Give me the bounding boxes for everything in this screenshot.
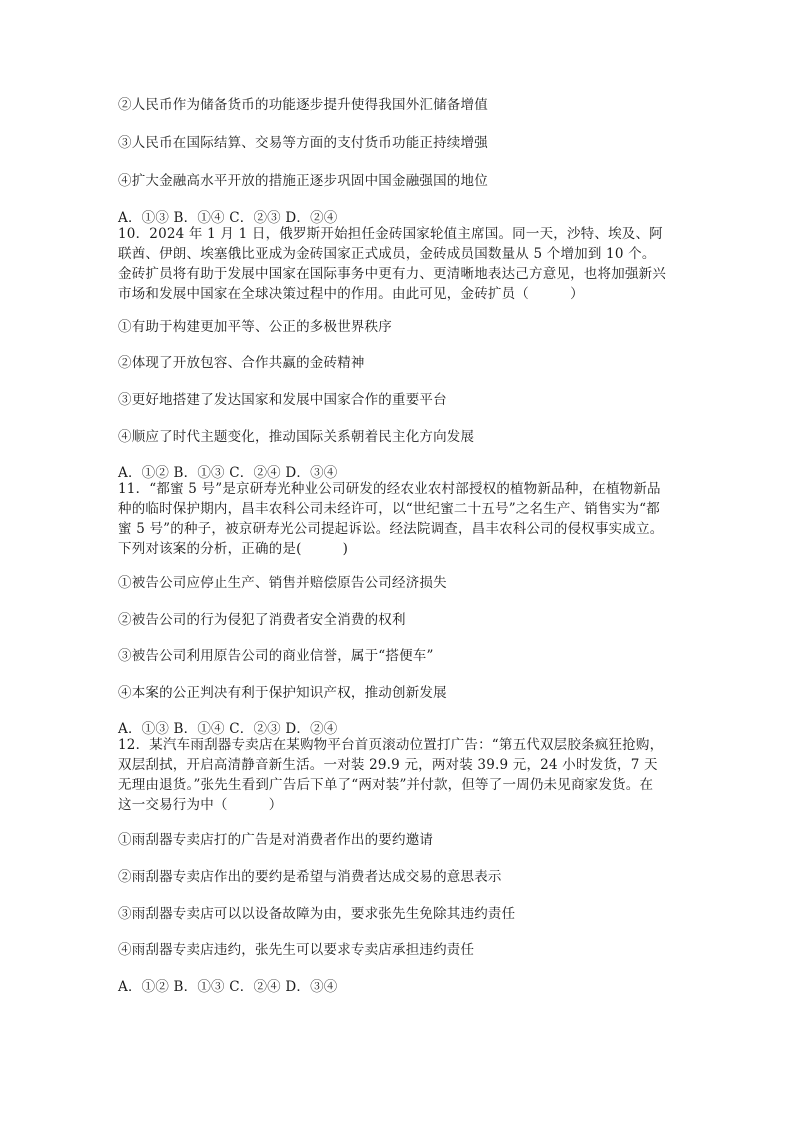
- q10-option-4: ④顺应了时代主题变化，推动国际关系朝着民主化方向发展: [118, 429, 475, 445]
- q12-option-3: ③雨刮器专卖店可以以设备故障为由，要求张先生免除其违约责任: [118, 906, 516, 922]
- q11-option-3: ③被告公司利用原告公司的商业信誉，属于“搭便车”: [118, 648, 434, 664]
- q11-answer-choices: A．①③ B．①④ C．②③ D．②④: [118, 721, 338, 737]
- q10-option-3: ③更好地搭建了发达国家和发展中国家合作的重要平台: [118, 392, 447, 408]
- q10-option-1: ①有助于构建更加平等、公正的多极世界秩序: [118, 319, 392, 335]
- q11-stem: 11．“都蜜 5 号”是京研寿光种业公司研发的经农业农村部授权的植物新品种，在植物新品种的临时保护期内，昌丰农科公司未经许可，以“世纪蜜二十五号”之名生产、销售实为“都蜜 5 号”的种子，被京研寿光公司提起诉讼。经法院调查，昌丰农科公司的侵权事实成立。下列对该案的分析，正确的是( ): [118, 481, 664, 557]
- q9-option-2: ②人民币作为储备货币的功能逐步提升使得我国外汇储备增值: [118, 97, 488, 113]
- q11-option-4: ④本案的公正判决有利于保护知识产权，推动创新发展: [118, 685, 447, 701]
- q12-option-1: ①雨刮器专卖店打的广告是对消费者作出的要约邀请: [118, 832, 434, 848]
- q12-option-2: ②雨刮器专卖店作出的要约是希望与消费者达成交易的意思表示: [118, 869, 502, 885]
- q12-option-4: ④雨刮器专卖店违约，张先生可以要求专卖店承担违约责任: [118, 942, 475, 958]
- q10-option-2: ②体现了开放包容、合作共赢的金砖精神: [118, 355, 365, 371]
- q11-option-1: ①被告公司应停止生产、销售并赔偿原告公司经济损失: [118, 575, 447, 591]
- q12-answer-choices: A．①② B．①③ C．②④ D．③④: [118, 979, 338, 995]
- q11-option-2: ②被告公司的行为侵犯了消费者安全消费的权利: [118, 612, 406, 628]
- q9-option-4: ④扩大金融高水平开放的措施正逐步巩固中国金融强国的地位: [118, 173, 488, 189]
- q12-stem: 12．某汽车雨刮器专卖店在某购物平台首页滚动位置打广告：“第五代双层胶条疯狂抢购，双层刮拭，开启高清静音新生活。一对装 29.9 元，两对装 39.9 元，24 小时发货，7 天无理由退货。”张先生看到广告后下单了“两对装”并付款，但等了一周仍未见商家发货。在这一交易行为中（ ）: [118, 737, 664, 813]
- q10-answer-choices: A．①② B．①③ C．②④ D．③④: [118, 465, 338, 481]
- q10-stem: 10．2024 年 1 月 1 日，俄罗斯开始担任金砖国家轮值主席国。同一天，沙特、埃及、阿联酋、伊朗、埃塞俄比亚成为金砖国家正式成员，金砖成员国数量从 5 个增加到 10 个。金砖扩员将有助于发展中国家在国际事务中更有力、更清晰地表达己方意见，也将加强新兴市场和发展中国家在全球决策过程中的作用。由此可见，金砖扩员（ ）: [118, 226, 666, 302]
- q9-option-3: ③人民币在国际结算、交易等方面的支付货币功能正持续增强: [118, 135, 488, 151]
- q9-answer-choices: A．①③ B．①④ C．②③ D．②④: [118, 210, 338, 226]
